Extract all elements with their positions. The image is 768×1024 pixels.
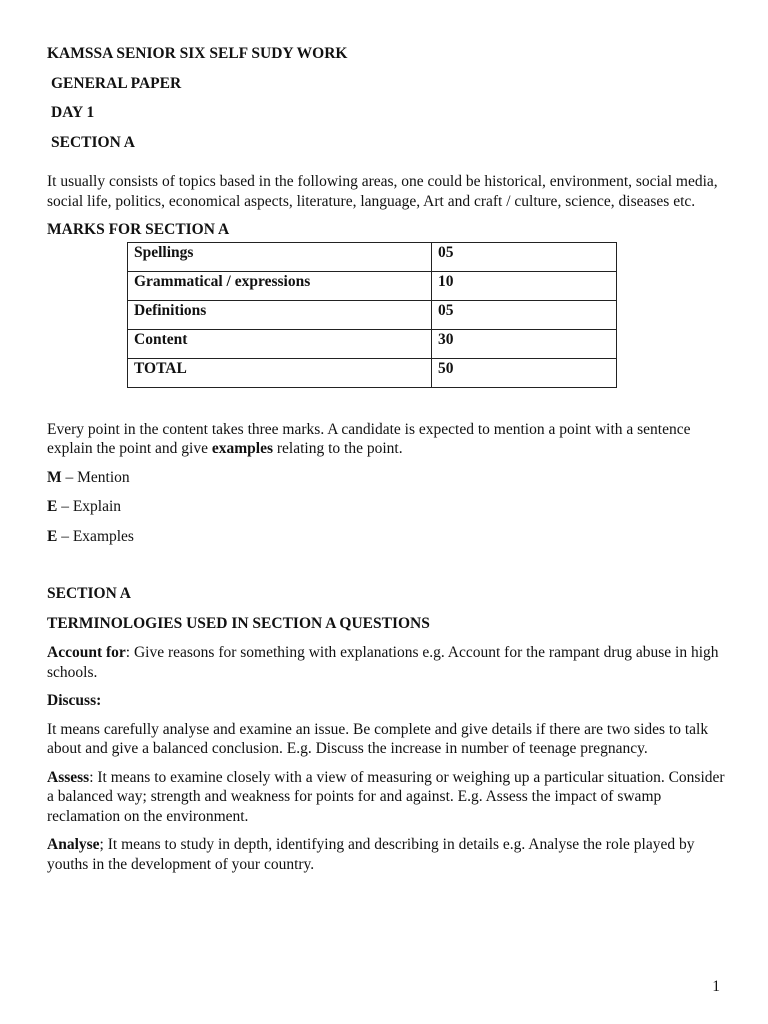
table-row	[128, 242, 617, 271]
intro-paragraph: It usually consists of topics based in the following areas, one could be historical, environment, social media, social life, politics, economical aspects, literature, language, Art and craft / culture, science, diseases etc.	[47, 173, 718, 210]
mee-letter: E	[47, 527, 58, 545]
term-definition: ; It means to study in depth, identifying and describing in details e.g. Analyse the role played by youths in the development of your country.	[47, 836, 695, 873]
table-row	[128, 358, 617, 387]
table-row	[128, 271, 617, 300]
marks-table	[127, 242, 617, 388]
term-assess	[47, 768, 727, 827]
table-cell-item: Content	[128, 329, 432, 358]
mee-item	[47, 497, 727, 517]
mee-letter: E	[47, 498, 58, 515]
terminologies-title: TERMINOLOGIES USED IN SECTION A QUESTIONS	[47, 614, 430, 632]
marks-title: MARKS FOR SECTION A	[47, 221, 230, 238]
term-analyse	[47, 835, 727, 874]
term-label: Account for	[47, 644, 126, 661]
mee-letter: M	[47, 468, 62, 486]
term-discuss-label: Discuss:	[47, 692, 102, 709]
term-label: Analyse	[47, 836, 100, 853]
term-account-for	[47, 643, 727, 682]
term-definition: : It means to examine closely with a view of measuring or weighing up a particular situation. Consider a balanced way; strength and weakness for points for and against. E.g. Assess the impact of swamp reclamation on the environment.	[47, 768, 725, 825]
mee-text: – Explain	[57, 498, 122, 515]
content-note-text: Every point in the content takes three marks. A candidate is expected to mention a point with a sentence explain the point and give	[47, 420, 691, 457]
mee-item	[47, 468, 727, 488]
table-cell-score: 50	[432, 358, 617, 387]
term-label: Assess	[47, 768, 90, 786]
document-title: KAMSSA SENIOR SIX SELF SUDY WORK	[47, 45, 348, 62]
term-definition: : Give reasons for something with explanations e.g. Account for the rampant drug abuse in high schools.	[47, 644, 719, 681]
section-heading-2: SECTION A	[47, 585, 131, 602]
page-number: 1	[712, 978, 720, 995]
table-cell-score: 05	[432, 300, 617, 329]
document-page	[47, 44, 727, 883]
table-row	[128, 329, 617, 358]
mee-text: – Examples	[57, 527, 134, 545]
table-row	[128, 300, 617, 329]
table-cell-item: Spellings	[128, 242, 432, 271]
table-cell-score: 30	[432, 329, 617, 358]
mee-text: – Mention	[61, 468, 130, 486]
table-cell-item: Definitions	[128, 300, 432, 329]
day-heading: DAY 1	[51, 104, 95, 121]
table-cell-score: 05	[432, 242, 617, 271]
subject-heading: GENERAL PAPER	[51, 74, 182, 92]
content-note-emphasis: examples	[211, 440, 274, 457]
content-note	[47, 420, 727, 459]
content-note-end: relating to the point.	[273, 440, 403, 457]
mee-item	[47, 527, 727, 547]
table-cell-item: TOTAL	[128, 358, 432, 387]
section-heading: SECTION A	[51, 133, 135, 151]
table-cell-score: 10	[432, 271, 617, 300]
term-discuss-definition: It means carefully analyse and examine an issue. Be complete and give details if there are two sides to talk about and give a balanced conclusion. E.g. Discuss the increase in number of teenage pregnancy.	[47, 720, 709, 757]
table-cell-item: Grammatical / expressions	[128, 271, 432, 300]
